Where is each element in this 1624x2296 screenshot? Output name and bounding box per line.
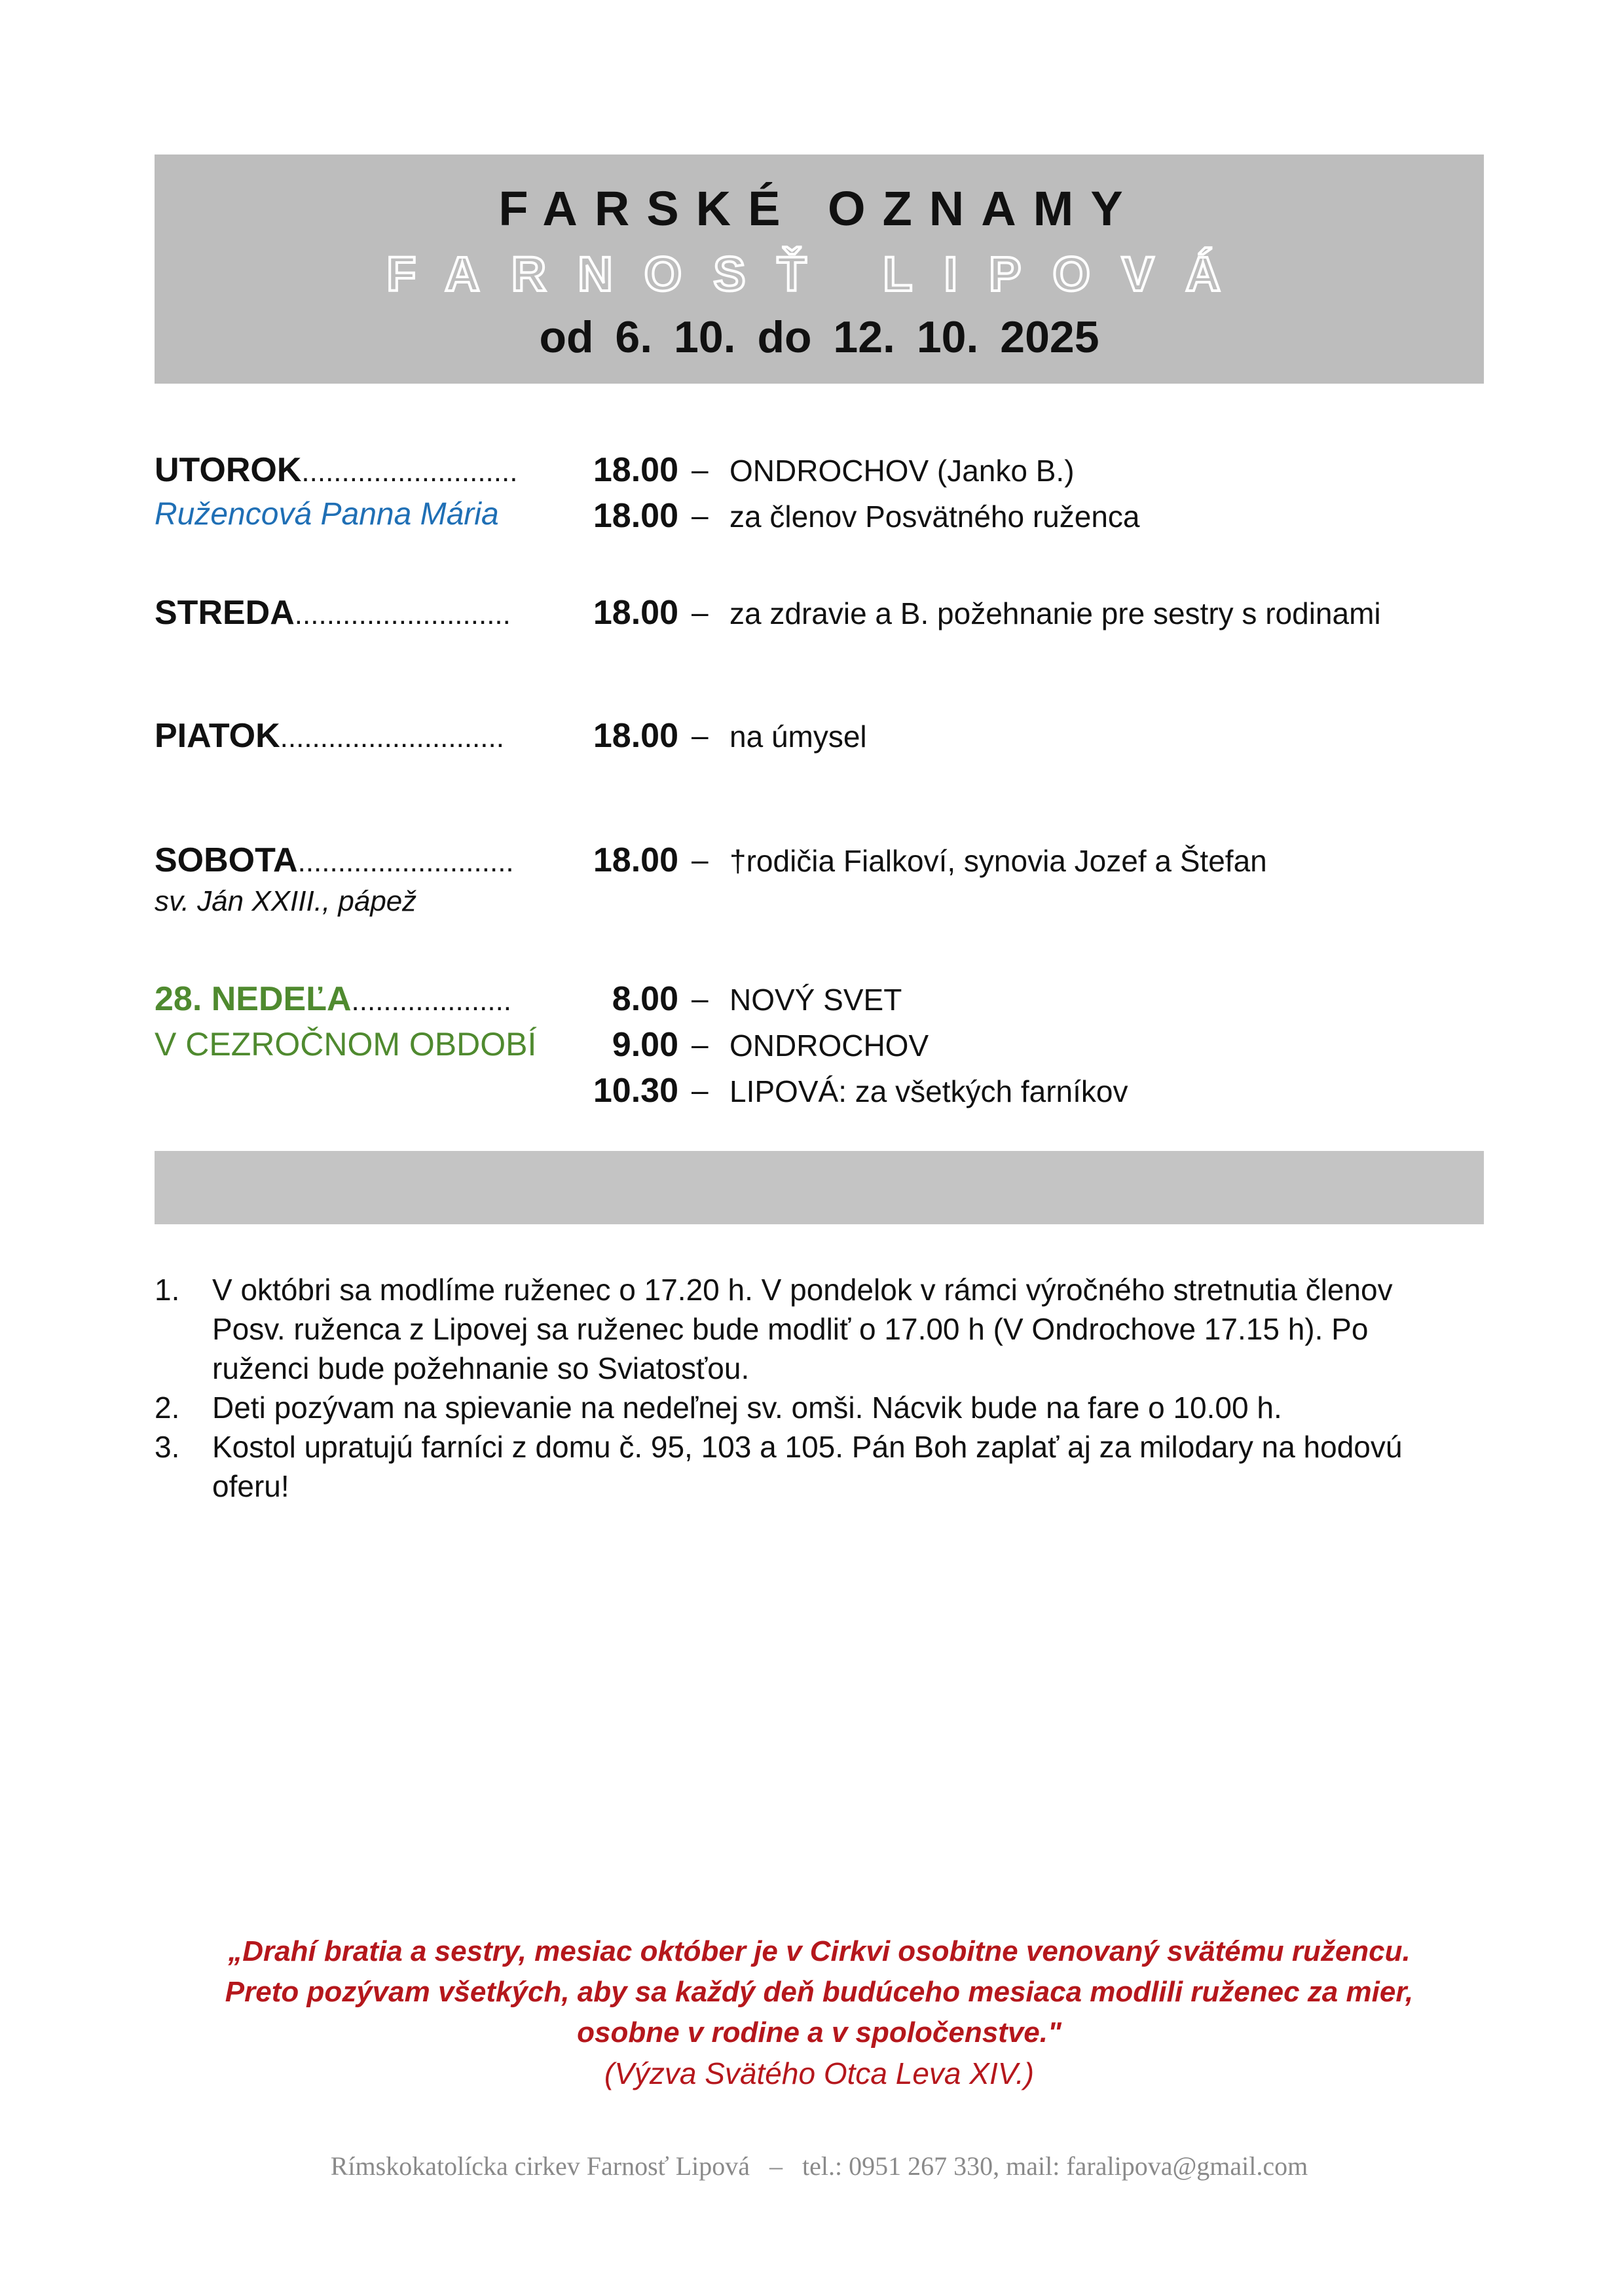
notice-line: Kostol upratujú farníci z domu č. 95, 103 a 105. Pán Boh zaplať aj za milodary na hodovú <box>212 1430 1403 1464</box>
date-range: od 6. 10. do 12. 10. 2025 <box>539 312 1099 362</box>
mass-intention: ONDROCHOV (Janko B.) <box>729 454 1075 488</box>
parish-name: FARNOSŤ LIPOVÁ <box>386 247 1252 301</box>
schedule-row-wednesday <box>155 593 1484 639</box>
schedule-row-saturday <box>155 841 1484 886</box>
dash: – <box>692 498 709 532</box>
dot-leader: ............................ <box>280 721 504 754</box>
dot-leader: .................... <box>351 985 512 1017</box>
notice-item <box>155 1388 1477 1427</box>
mass-intention: NOVÝ SVET <box>729 983 902 1017</box>
notice-line: ruženci bude požehnanie so Sviatosťou. <box>212 1351 750 1385</box>
schedule-row-sunday-period <box>155 1025 1484 1071</box>
header-box <box>155 155 1484 384</box>
dash: – <box>692 718 709 752</box>
day-label: UTOROK........................... <box>155 451 518 489</box>
notice-number: 3. <box>155 1430 180 1464</box>
mass-intention: za členov Posvätného ruženca <box>729 500 1140 534</box>
mass-time: 9.00 <box>612 1026 678 1064</box>
dot-leader: ........................... <box>297 846 514 878</box>
dash: – <box>692 1027 709 1061</box>
mass-time: 18.00 <box>593 451 678 489</box>
mass-intention: †rodičia Fialkoví, synovia Jozef a Štefan <box>729 844 1267 878</box>
day-label: PIATOK............................ <box>155 717 504 755</box>
feast-label: Ružencová Panna Mária <box>155 497 499 532</box>
dash: – <box>692 1073 709 1107</box>
mass-time: 18.00 <box>593 594 678 632</box>
quote-line: Preto pozývam všetkých, aby sa každý deň budúceho mesiaca modlili ruženec za mier, <box>225 1976 1414 2008</box>
notice-line: Deti pozývam na spievanie na nedeľnej sv. omši. Nácvik bude na fare o 10.00 h. <box>212 1391 1282 1425</box>
day-label: STREDA........................... <box>155 594 511 632</box>
mass-time: 18.00 <box>593 497 678 535</box>
notice-line: Posv. ruženca z Lipovej sa ruženec bude modliť o 17.00 h (V Ondrochove 17.15 h). Po <box>212 1312 1369 1346</box>
section-divider-bar <box>155 1151 1484 1224</box>
notice-item <box>155 1270 1477 1388</box>
footer-contact: Rímskokatolícka cirkev Farnosť Lipová – tel.: 0951 267 330, mail: faralipova@gmail.com <box>330 2151 1308 2181</box>
schedule-row-friday <box>155 716 1484 762</box>
notice-number: 1. <box>155 1273 180 1307</box>
schedule-row-tuesday-feast <box>155 496 1484 542</box>
day-label: SOBOTA........................... <box>155 841 514 879</box>
mass-time: 10.30 <box>593 1072 678 1110</box>
mass-intention: za zdravie a B. požehnanie pre sestry s rodinami <box>729 596 1381 630</box>
day-label: 28. NEDEĽA.................... <box>155 980 512 1018</box>
dash: – <box>692 981 709 1015</box>
mass-intention: na úmysel <box>729 720 867 754</box>
quote-source: (Výzva Svätého Otca Leva XIV.) <box>604 2056 1035 2090</box>
notice-number: 2. <box>155 1391 180 1425</box>
feast-label: sv. Ján XXIII., pápež <box>155 885 417 917</box>
dot-leader: ........................... <box>294 598 511 630</box>
schedule-row-saturday-feast <box>155 885 1484 931</box>
dash: – <box>692 452 709 486</box>
dash: – <box>692 843 709 877</box>
page-title: FARSKÉ OZNAMY <box>498 181 1140 236</box>
notices-list <box>155 1270 1477 1506</box>
mass-time: 18.00 <box>593 717 678 755</box>
schedule-row-tuesday <box>155 450 1484 496</box>
schedule-row-sunday-late <box>155 1071 1484 1117</box>
notice-item <box>155 1427 1477 1506</box>
notice-line: V októbri sa modlíme ruženec o 17.20 h. V pondelok v rámci výročného stretnutia členov <box>212 1273 1393 1307</box>
mass-time: 18.00 <box>593 841 678 879</box>
liturgical-period: V CEZROČNOM OBDOBÍ <box>155 1026 537 1063</box>
dot-leader: ........................... <box>301 456 518 488</box>
quote-line: osobne v rodine a v spoločenstve." <box>577 2016 1061 2049</box>
notice-line: oferu! <box>212 1469 289 1503</box>
schedule-row-sunday <box>155 979 1484 1025</box>
pope-quote <box>155 1931 1484 2094</box>
mass-intention: LIPOVÁ: za všetkých farníkov <box>729 1074 1128 1108</box>
quote-line: „Drahí bratia a sestry, mesiac október je v Cirkvi osobitne venovaný svätému ružencu. <box>228 1935 1411 1967</box>
dash: – <box>692 595 709 629</box>
mass-intention: ONDROCHOV <box>729 1029 929 1063</box>
mass-time: 8.00 <box>612 980 678 1018</box>
